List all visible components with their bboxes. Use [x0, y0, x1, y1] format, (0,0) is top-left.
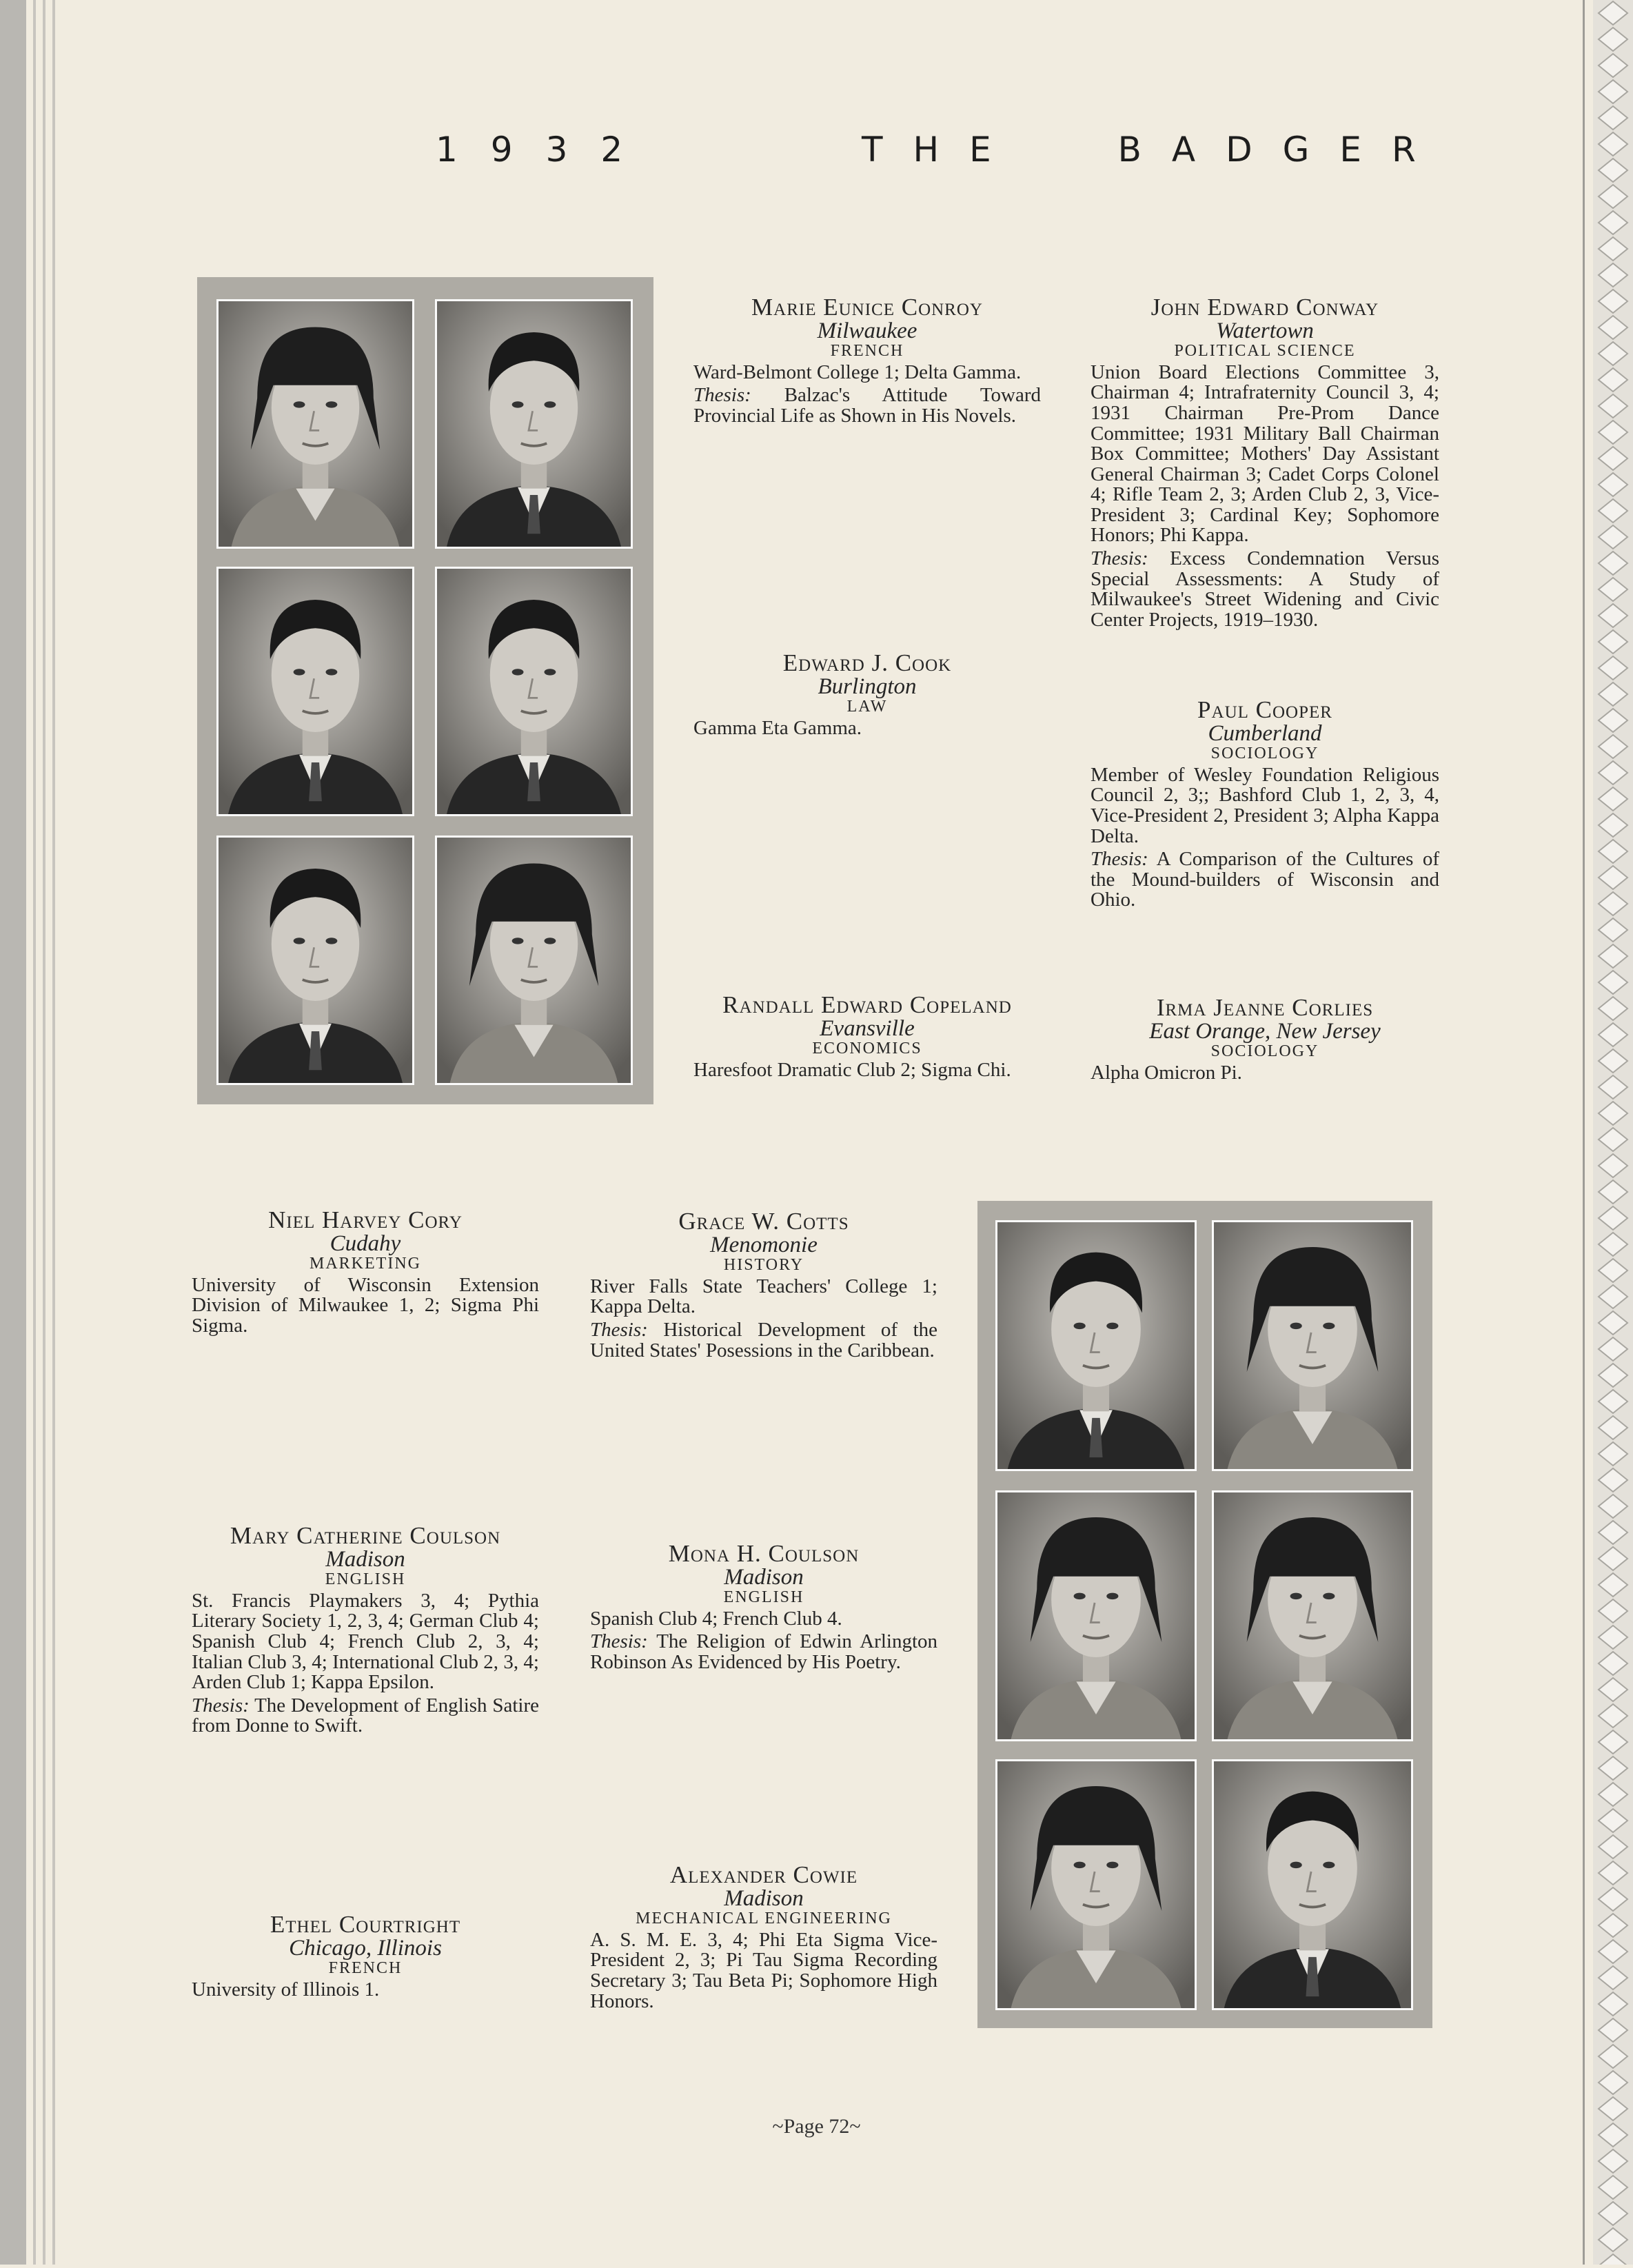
- student-entry: [693, 993, 1041, 1080]
- portrait-photo: [1212, 1759, 1413, 2010]
- student-name: Grace W. Cotts: [678, 1208, 849, 1235]
- thesis-text: A Comparison of the Cultures of the Mound-builders of Wisconsin and Ohio.: [1091, 848, 1439, 911]
- student-activities: Member of Wesley Foundation Religious Council 2, 3;; Bashford Club 1, 2, 3, 4, Vice-President 2, President 3; Alpha Kappa Delta.: [1091, 763, 1439, 847]
- left-border-line: [52, 0, 55, 2265]
- portrait-photo: [1212, 1490, 1413, 1741]
- thesis-label: Thesis:: [590, 1630, 648, 1653]
- student-town: Burlington: [818, 674, 917, 699]
- student-activities: Alpha Omicron Pi.: [1091, 1061, 1242, 1084]
- student-activities: University of Wisconsin Extension Division of Milwaukee 1, 2; Sigma Phi Sigma.: [192, 1273, 539, 1337]
- student-thesis: [192, 1696, 539, 1737]
- student-town: Evansville: [820, 1015, 915, 1041]
- student-name: Marie Eunice Conroy: [751, 294, 983, 321]
- portrait-photo: [435, 836, 633, 1085]
- student-dept: MECHANICAL ENGINEERING: [636, 1910, 892, 1928]
- portrait-photo: [995, 1490, 1197, 1741]
- student-town: Madison: [325, 1546, 405, 1572]
- student-dept: FRENCH: [328, 1959, 403, 1978]
- left-page-border: [0, 0, 26, 2265]
- student-name: Ethel Courtright: [270, 1911, 461, 1938]
- student-name: Paul Cooper: [1197, 696, 1332, 723]
- student-town: Madison: [724, 1885, 804, 1911]
- student-town: Madison: [724, 1564, 804, 1590]
- portrait-photo: [435, 567, 633, 816]
- student-entry: [192, 1912, 539, 2000]
- student-activities: University of Illinois 1.: [192, 1978, 380, 2001]
- student-thesis: [1091, 549, 1439, 630]
- student-activities: A. S. M. E. 3, 4; Phi Eta Sigma Vice-President 2, 3; Pi Tau Sigma Recording Secretary 3; Tau Beta Pi; Sophomore High Honors.: [590, 1928, 937, 2012]
- student-name: Niel Harvey Cory: [268, 1206, 463, 1233]
- student-name: John Edward Conway: [1150, 294, 1379, 321]
- thesis-label: Thesis:: [1091, 547, 1148, 570]
- thesis-label: Thesis:: [1091, 848, 1148, 871]
- portrait-photo: [995, 1220, 1197, 1471]
- page-number: ~Page 72~: [772, 2115, 861, 2138]
- thesis-text: The Religion of Edwin Arlington Robinson As Evidenced by His Poetry.: [590, 1630, 937, 1673]
- student-name: Alexander Cowie: [669, 1861, 858, 1888]
- student-name: Edward J. Cook: [782, 649, 952, 676]
- left-border-line: [33, 0, 36, 2265]
- year-text: 1932: [436, 130, 656, 170]
- student-dept: MARKETING: [310, 1255, 421, 1273]
- student-town: Cumberland: [1208, 720, 1322, 746]
- student-activities: Gamma Eta Gamma.: [693, 716, 862, 739]
- student-dept: FRENCH: [830, 342, 904, 361]
- student-entry: [1091, 995, 1439, 1083]
- portrait-photo: [216, 299, 414, 549]
- student-entry: [693, 651, 1041, 738]
- header-title: [862, 130, 1517, 170]
- student-thesis: [590, 1632, 937, 1672]
- student-dept: POLITICAL SCIENCE: [1174, 342, 1356, 361]
- diamond-pattern-icon: [1593, 0, 1633, 2265]
- student-name: Mary Catherine Coulson: [230, 1522, 501, 1549]
- student-town: Milwaukee: [817, 318, 917, 343]
- student-name: Randall Edward Copeland: [722, 991, 1012, 1018]
- student-dept: SOCIOLOGY: [1210, 1042, 1319, 1061]
- thesis-text: Excess Condemnation Versus Special Assessments: A Study of Milwaukee's Street Widening and Civic Center Projects, 1919–1930.: [1091, 547, 1440, 631]
- portrait-photo: [995, 1759, 1197, 2010]
- student-entry: [590, 1209, 937, 1361]
- student-entry: [590, 1541, 937, 1673]
- thesis-text: Historical Development of the United States' Posessions in the Caribbean.: [590, 1318, 937, 1361]
- student-activities: Ward-Belmont College 1; Delta Gamma.: [693, 361, 1022, 383]
- student-activities: River Falls State Teachers' College 1; Kappa Delta.: [590, 1275, 937, 1318]
- thesis-label: Thesis:: [192, 1694, 250, 1717]
- publication-title: THE BADGER: [862, 130, 1446, 170]
- student-thesis: [590, 1320, 937, 1361]
- right-diamond-border: [1593, 0, 1633, 2265]
- header-year: [436, 130, 670, 170]
- student-activities: St. Francis Playmakers 3, 4; Pythia Literary Society 1, 2, 3, 4; German Club 4; Spanish Club 4; French Club 2, 3, 4; Italian Club 3, 4; International Club 2, 3, 4; Arden Club 1; Kappa Epsilon.: [192, 1589, 539, 1694]
- student-activities: Union Board Elections Committee 3, Chairman 4; Intrafraternity Council 3, 4; 1931 Chairman Pre-Prom Dance Committee; 1931 Military Ball Chairman Box Committee; Mothers' Day Assistant General Chairman 3; Cadet Corps Colonel 4; Rifle Team 2, 3; Arden Club 2, 3, Vice-President 3; Cardinal Key; Sophomore Honors; Phi Kappa.: [1091, 361, 1439, 547]
- student-entry: [1091, 295, 1439, 630]
- student-town: Chicago, Illinois: [289, 1935, 442, 1961]
- photo-grid-top: [197, 277, 653, 1104]
- photo-grid-bottom: [977, 1201, 1432, 2028]
- student-dept: ENGLISH: [723, 1588, 804, 1607]
- student-town: Watertown: [1216, 318, 1314, 343]
- thesis-label: Thesis:: [590, 1318, 648, 1341]
- thesis-text: The Development of English Satire from Donne to Swift.: [192, 1694, 539, 1737]
- student-entry: [693, 295, 1041, 427]
- left-border-line: [43, 0, 45, 2265]
- student-thesis: [693, 385, 1041, 426]
- thesis-label: Thesis:: [693, 384, 751, 407]
- portrait-photo: [216, 836, 414, 1085]
- student-entry: [192, 1523, 539, 1737]
- student-town: Cudahy: [329, 1231, 401, 1256]
- student-activities: Haresfoot Dramatic Club 2; Sigma Chi.: [693, 1058, 1011, 1081]
- student-entry: [1091, 698, 1439, 911]
- student-dept: LAW: [846, 698, 888, 716]
- student-dept: ENGLISH: [325, 1570, 406, 1589]
- portrait-photo: [435, 299, 633, 549]
- right-border-line: [1583, 0, 1585, 2265]
- student-activities: Spanish Club 4; French Club 4.: [590, 1607, 842, 1630]
- student-town: Menomonie: [710, 1232, 818, 1257]
- student-thesis: [1091, 849, 1439, 911]
- student-entry: [590, 1863, 937, 2012]
- student-name: Mona H. Coulson: [668, 1540, 860, 1567]
- student-name: Irma Jeanne Corlies: [1156, 994, 1374, 1021]
- portrait-photo: [1212, 1220, 1413, 1471]
- student-dept: ECONOMICS: [812, 1040, 922, 1058]
- student-dept: SOCIOLOGY: [1210, 745, 1319, 763]
- thesis-text: Balzac's Attitude Toward Provincial Life as Shown in His Novels.: [693, 384, 1041, 427]
- student-dept: HISTORY: [723, 1256, 804, 1275]
- student-entry: [192, 1208, 539, 1337]
- student-town: East Orange, New Jersey: [1149, 1018, 1381, 1044]
- portrait-photo: [216, 567, 414, 816]
